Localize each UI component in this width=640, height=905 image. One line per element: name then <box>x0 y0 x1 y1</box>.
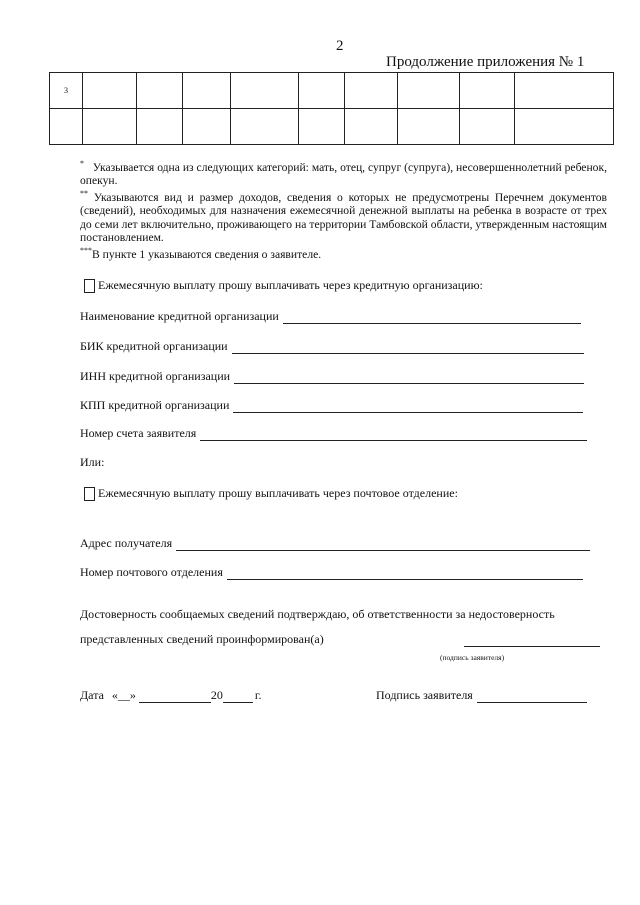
post-option[interactable] <box>84 486 458 501</box>
date-close-quote: » <box>129 688 136 702</box>
account-label: Номер счета заявителя <box>80 426 197 440</box>
bank-name-label: Наименование кредитной организации <box>80 309 279 323</box>
table-cell <box>136 109 182 145</box>
inn-input[interactable] <box>234 372 584 384</box>
post-office-field[interactable] <box>80 565 583 580</box>
table-cell <box>136 73 182 109</box>
bank-name-input[interactable] <box>283 312 581 324</box>
credit-checkbox-label: Ежемесячную выплату прошу выплачивать через кредитную организацию: <box>98 278 483 292</box>
footnote-mark: * <box>80 159 84 168</box>
account-input[interactable] <box>200 429 587 441</box>
page-number: 2 <box>336 38 344 54</box>
bik-label: БИК кредитной организации <box>80 339 228 353</box>
footnote-3 <box>80 244 607 261</box>
table-cell <box>50 109 83 145</box>
post-office-label: Номер почтового отделения <box>80 565 223 579</box>
table-cell <box>298 109 345 145</box>
table-cell <box>515 73 614 109</box>
footnote-mark: *** <box>80 245 92 255</box>
footnote-2 <box>80 187 607 244</box>
inn-label: ИНН кредитной организации <box>80 369 231 383</box>
date-year-prefix: 20 <box>210 688 223 702</box>
bik-input[interactable] <box>232 342 584 354</box>
bik-field[interactable] <box>80 339 584 354</box>
continuation-title: Продолжение приложения № 1 <box>386 54 585 70</box>
signature-label: Подпись заявителя <box>376 688 473 702</box>
table-cell <box>82 109 136 145</box>
footnote-mark: ** <box>80 189 88 199</box>
post-office-input[interactable] <box>227 568 583 580</box>
table-cell <box>460 73 515 109</box>
data-table <box>49 72 614 145</box>
confirm-text-1: Достоверность сообщаемых сведений подтверждаю, об ответственности за недостоверность <box>80 607 555 621</box>
address-field[interactable] <box>80 536 590 551</box>
table-cell <box>82 73 136 109</box>
credit-checkbox[interactable] <box>84 279 95 293</box>
table-cell <box>230 73 298 109</box>
table-cell <box>298 73 345 109</box>
kpp-label: КПП кредитной организации <box>80 398 230 412</box>
table-cell: 3 <box>50 73 83 109</box>
date-day-input[interactable]: __ <box>117 688 130 702</box>
or-label: Или: <box>80 455 105 469</box>
table-cell <box>345 109 398 145</box>
table-cell <box>398 73 460 109</box>
address-input[interactable] <box>176 539 590 551</box>
kpp-input[interactable] <box>233 401 583 413</box>
table-row <box>50 73 614 109</box>
signature-input[interactable] <box>477 691 587 703</box>
footnotes <box>80 157 607 261</box>
table-row <box>50 109 614 145</box>
table-cell <box>345 73 398 109</box>
address-label: Адрес получателя <box>80 536 173 550</box>
inn-field[interactable] <box>80 369 584 384</box>
footnote-text: Указываются вид и размер доходов, сведения о которых не предусмотрены Перечнем документов (сведений), необходимых для назначения ежемесячной денежной выплаты на ребенка в возрасте от трех до семи лет включительно, проживающего на территории Тамбовской области, утвержденным настоящим постановлением. <box>80 191 607 244</box>
footnote-text: В пункте 1 указываются сведения о заявителе. <box>92 247 322 261</box>
confirm-text-2: представленных сведений проинформирован(а) <box>80 632 324 646</box>
date-month-input[interactable] <box>139 692 211 703</box>
account-field[interactable] <box>80 426 587 441</box>
confirm-signature-line[interactable] <box>464 646 600 647</box>
date-field <box>80 688 262 703</box>
table-cell <box>230 109 298 145</box>
table-cell <box>460 109 515 145</box>
bank-name-field[interactable] <box>80 309 581 324</box>
post-checkbox[interactable] <box>84 487 95 501</box>
footnote-1 <box>80 157 607 187</box>
date-open-quote: « <box>111 688 118 702</box>
kpp-field[interactable] <box>80 398 583 413</box>
date-year-input[interactable] <box>223 692 253 703</box>
table-cell <box>398 109 460 145</box>
table-cell <box>182 73 230 109</box>
signature-caption: (подпись заявителя) <box>440 653 505 662</box>
table-cell <box>182 109 230 145</box>
table-cell <box>515 109 614 145</box>
post-checkbox-label: Ежемесячную выплату прошу выплачивать через почтовое отделение: <box>98 486 458 500</box>
signature-field[interactable] <box>376 688 587 703</box>
credit-option[interactable] <box>84 278 483 293</box>
footnote-text: Указывается одна из следующих категорий: мать, отец, супруг (супруга), несовершеннолетний ребенок, опекун. <box>80 160 607 188</box>
date-label: Дата <box>80 688 104 702</box>
date-year-suffix: г. <box>254 688 262 702</box>
